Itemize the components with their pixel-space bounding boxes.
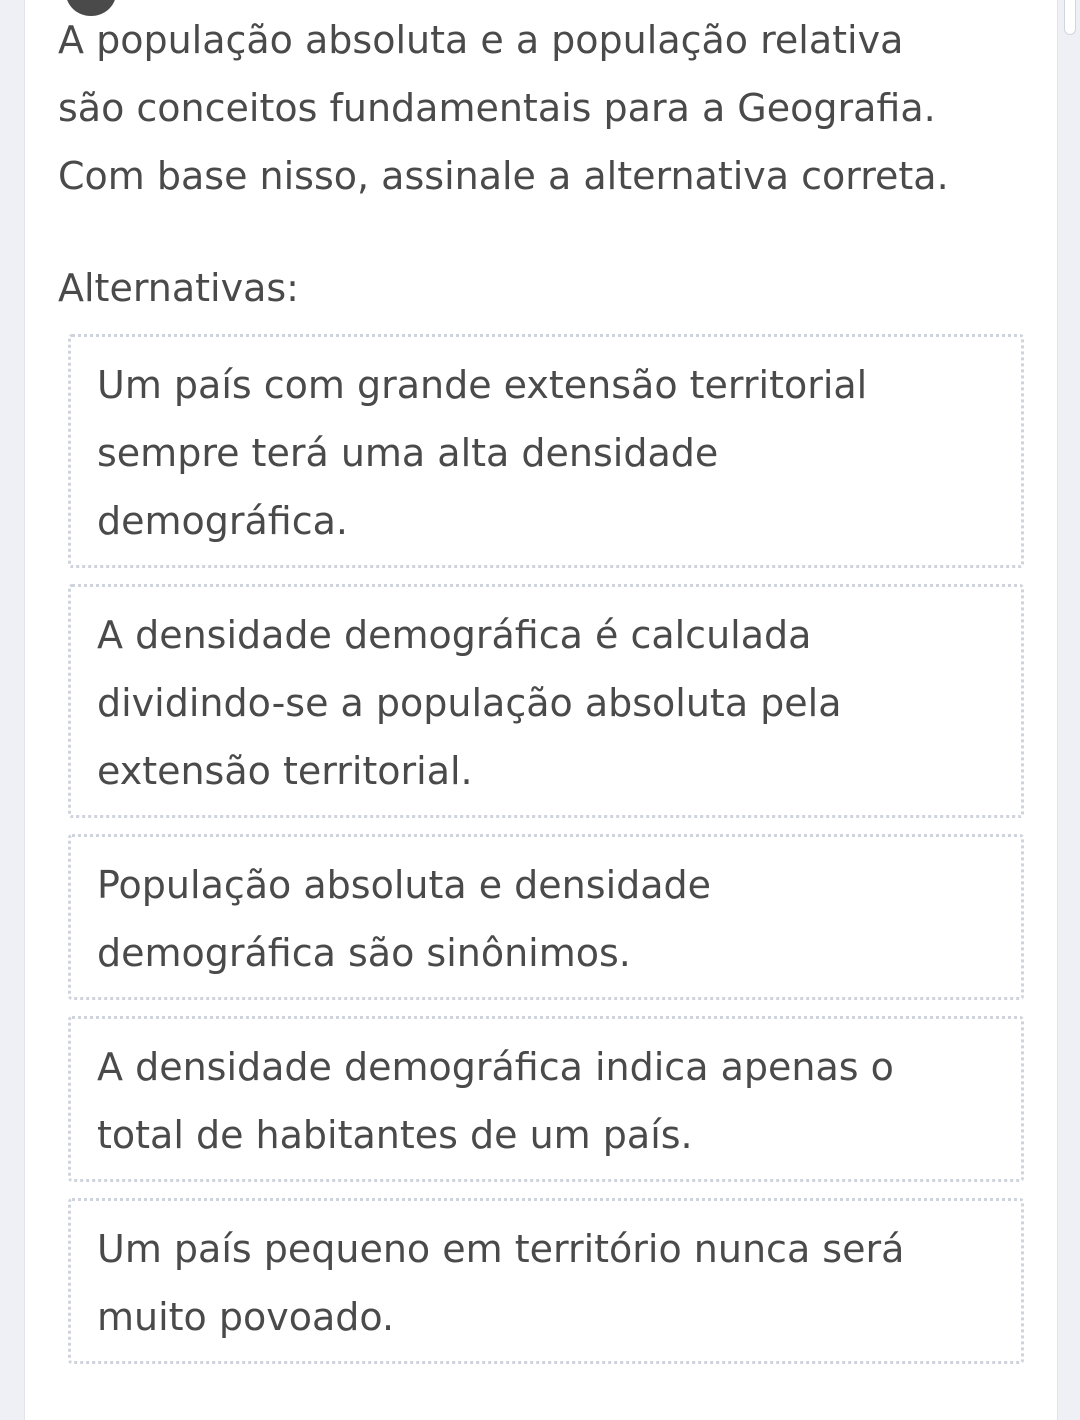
option-3[interactable]: População absoluta e densidade demográfica são sinônimos. bbox=[68, 834, 1024, 1000]
option-1[interactable]: Um país com grande extensão territorial sempre terá uma alta densidade demográfica. bbox=[68, 334, 1024, 568]
option-2[interactable]: A densidade demográfica é calculada dividindo-se a população absoluta pela extensão territorial. bbox=[68, 584, 1024, 818]
alternatives-label: Alternativas: bbox=[58, 266, 299, 310]
scrollbar[interactable] bbox=[1064, 0, 1076, 35]
options-list bbox=[68, 334, 1024, 1380]
option-5[interactable]: Um país pequeno em território nunca será muito povoado. bbox=[68, 1198, 1024, 1364]
question-text: A população absoluta e a população relativa são conceitos fundamentais para a Geografia. Com base nisso, assinale a alternativa correta. bbox=[58, 18, 949, 198]
option-4[interactable]: A densidade demográfica indica apenas o total de habitantes de um país. bbox=[68, 1016, 1024, 1182]
